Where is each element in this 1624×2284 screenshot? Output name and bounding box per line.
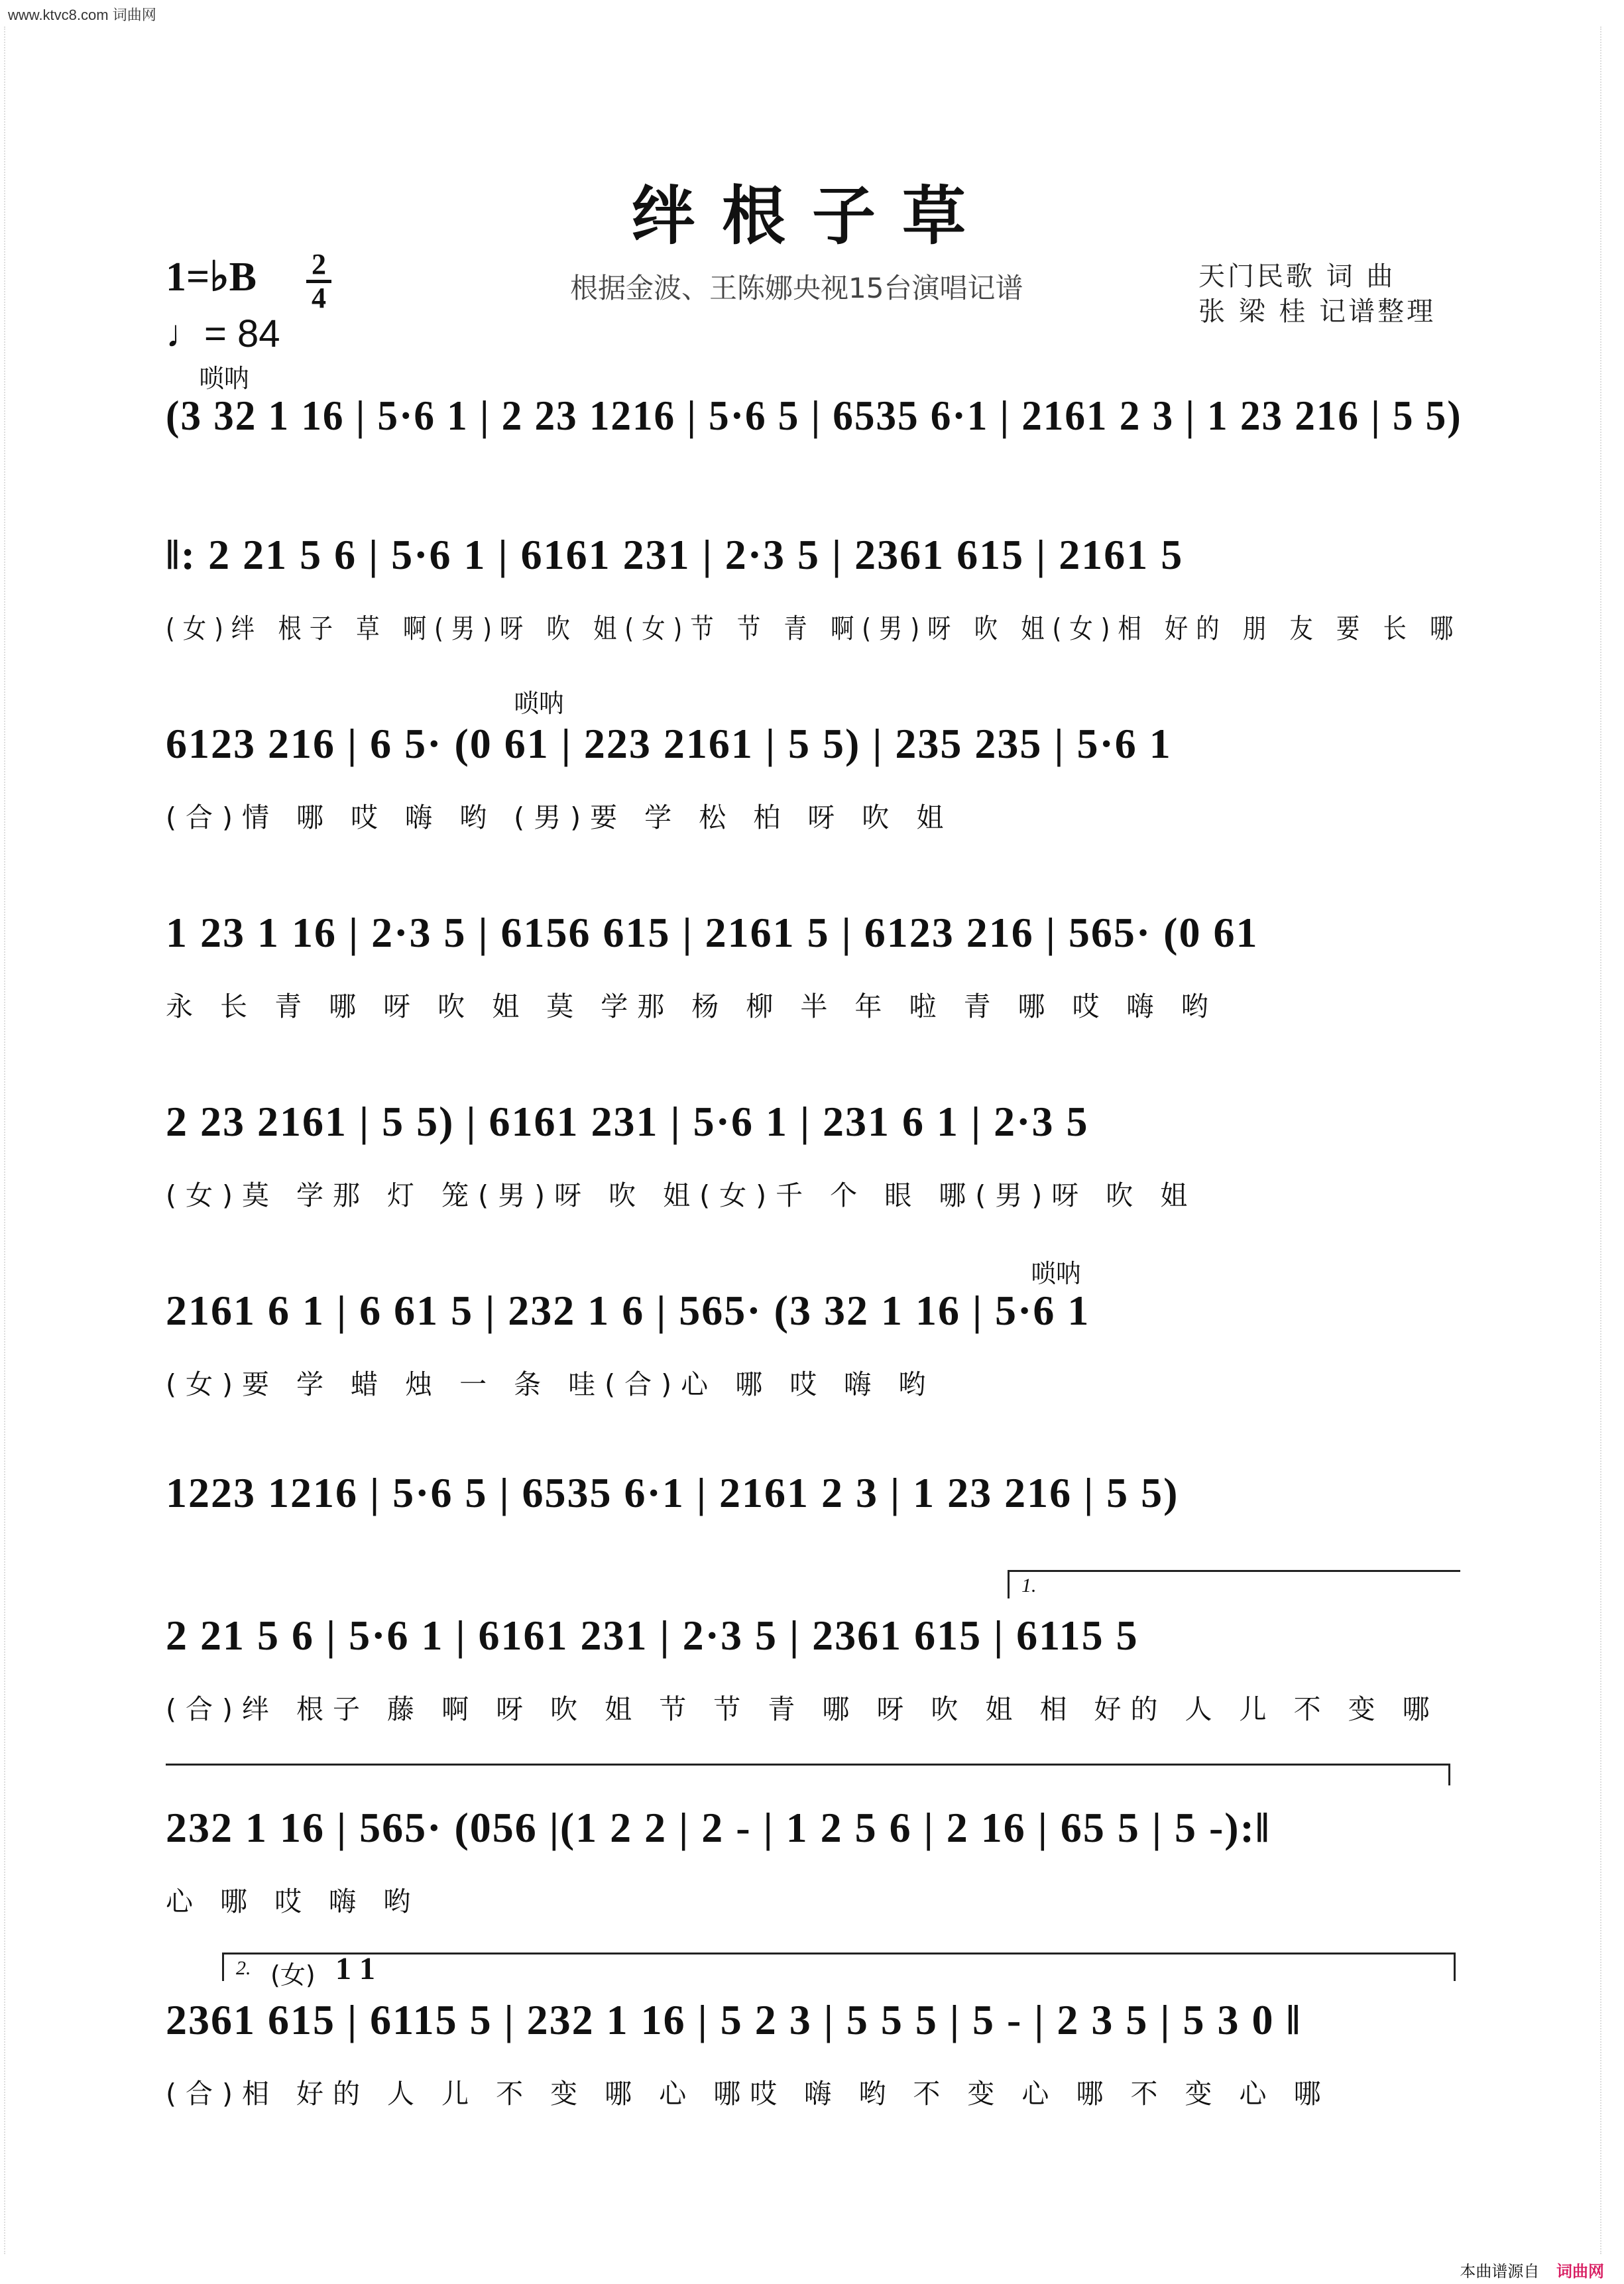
instrument-label: 唢呐	[1031, 1259, 1082, 1288]
time-signature	[306, 248, 331, 314]
credit-line-2: 张 梁 桂 记谱整理	[1198, 296, 1436, 327]
notation-line: 2161 6 1 | 6 61 5 | 232 1 6 | 565· (3 32 1 16 | 5·6 1	[166, 1287, 1090, 1334]
lyrics-line: (合)绊 根子 藤 啊 呀 吹 姐 节 节 青 哪 呀 吹 姐 相 好的 人 儿 不 变 哪	[166, 1693, 1439, 1725]
tempo-marking: ♩= 84	[166, 312, 280, 355]
lyrics-line: (女)绊 根子 草 啊(男)呀 吹 姐(女)节 节 青 啊(男)呀 吹 姐(女)相 好的 朋 友 要 长 哪	[166, 613, 1462, 644]
score-row	[166, 1803, 1462, 1936]
instrument-label: 唢呐	[199, 364, 250, 393]
score-row	[166, 530, 1462, 663]
right-border-watermark	[1600, 27, 1620, 2254]
lyrics-line: 永 长 青 哪 呀 吹 姐 莫 学那 杨 柳 半 年 啦 青 哪 哎 嗨 哟	[166, 991, 1218, 1022]
volta-1-bracket	[1008, 1570, 1460, 1598]
footer-logo[interactable]: 词曲网	[1556, 2262, 1604, 2281]
lyrics-line: (女)要 学 蜡 烛 一 条 哇(合)心 哪 哎 嗨 哟	[166, 1368, 935, 1400]
time-top: 2	[312, 248, 326, 280]
score-row	[166, 1611, 1462, 1744]
score-row	[166, 719, 1462, 852]
credit-line-1: 天门民歌 词 曲	[1198, 261, 1396, 292]
score-row	[166, 1097, 1462, 1230]
notation-line: 6123 216 | 6 5· (0 61 | 223 2161 | 5 5) | 235 235 | 5·6 1	[166, 720, 1172, 767]
score-row	[166, 908, 1462, 1041]
volta-2-bracket	[222, 1951, 1456, 1990]
lyrics-line: (女)莫 学那 灯 笼(男)呀 吹 姐(女)千 个 眼 哪(男)呀 吹 姐	[166, 1179, 1197, 1211]
score-row	[166, 1996, 1462, 2128]
volta-1-continuation	[166, 1764, 1450, 1785]
score-row	[166, 1469, 1462, 1541]
instrument-label: 唢呐	[514, 689, 565, 718]
left-border-watermark	[4, 27, 24, 2254]
footer	[1460, 2258, 1604, 2281]
notation-line: ‖: 2 21 5 6 | 5·6 1 | 6161 231 | 2·3 5 | 2361 615 | 2161 5	[166, 531, 1184, 578]
lyrics-line: 心 哪 哎 嗨 哟	[166, 1886, 420, 1917]
song-title: 绊根子草	[632, 178, 992, 253]
notation-line: 2 23 2161 | 5 5) | 6161 231 | 5·6 1 | 231 6 1 | 2·3 5	[166, 1098, 1089, 1145]
notation-line: 232 1 16 | 565· (056 |(1 2 2 | 2 - | 1 2 5 6 | 2 16 | 65 5 | 5 -):‖	[166, 1804, 1271, 1851]
notation-line: 2361 615 | 6115 5 | 232 1 16 | 5 2 3 | 5 5 5 | 5 - | 2 3 5 | 5 3 0 ‖	[166, 1996, 1302, 2043]
notation-line: 1 23 1 16 | 2·3 5 | 6156 615 | 2161 5 | 6123 216 | 565· (0 61	[166, 909, 1259, 956]
site-url[interactable]: www.ktvc8.com 词曲网	[8, 7, 156, 23]
notation-line: 1223 1216 | 5·6 5 | 6535 6·1 | 2161 2 3 | 1 23 216 | 5 5)	[166, 1469, 1179, 1516]
lyrics-line: (合)相 好的 人 儿 不 变 哪 心 哪哎 嗨 哟 不 变 心 哪 不 变 心 哪	[166, 2078, 1330, 2110]
volta-2-voice: (女)	[270, 1960, 316, 1990]
notation-line: 2 21 5 6 | 5·6 1 | 6161 231 | 2·3 5 | 2361 615 | 6115 5	[166, 1612, 1139, 1659]
score-row	[166, 391, 1462, 464]
score-row	[166, 1286, 1462, 1419]
lyrics-line: (合)情 哪 哎 嗨 哟 (男)要 学 松 柏 呀 吹 姐	[166, 802, 953, 833]
volta-1-label: 1.	[1021, 1575, 1037, 1596]
footer-text: 本曲谱源自	[1460, 2262, 1540, 2281]
subtitle: 根据金波、王陈娜央视15台演唱记谱	[570, 272, 1023, 304]
site-header	[0, 0, 1624, 25]
volta-2-label: 2.	[236, 1957, 251, 1979]
time-bottom: 4	[312, 282, 326, 314]
volta-2-notes: 1 1	[335, 1951, 375, 1986]
key-signature: 1=♭B	[166, 255, 257, 300]
notation-line: (3 32 1 16 | 5·6 1 | 2 23 1216 | 5·6 5 | 6535 6·1 | 2161 2 3 | 1 23 216 | 5 5)	[166, 392, 1462, 439]
